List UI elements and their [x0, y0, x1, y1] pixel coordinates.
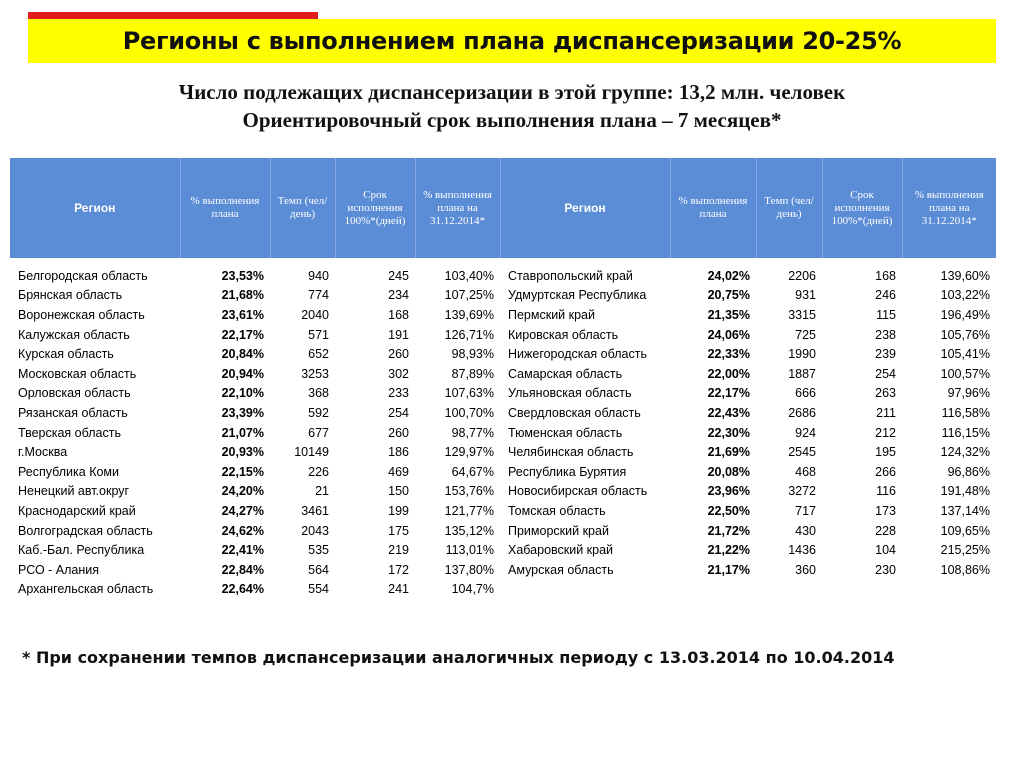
cell-region-right: Ульяновская область — [508, 386, 632, 401]
cell-region-left: г.Москва — [18, 445, 68, 460]
table-row — [10, 344, 996, 364]
cell-pct-left: 20,93% — [221, 445, 264, 460]
cell-pct-right: 22,43% — [707, 405, 750, 420]
cell-forecast-left: 137,80% — [444, 562, 494, 577]
cell-region-right: Свердловская область — [508, 405, 641, 420]
cell-forecast-left: 107,25% — [444, 288, 494, 303]
table-row — [10, 501, 996, 521]
cell-region-left: РСО - Алания — [18, 562, 100, 577]
cell-region-left: Ненецкий авт.округ — [18, 484, 130, 499]
table-row — [10, 364, 996, 384]
cell-region-right: Удмуртская Республика — [508, 288, 647, 303]
cell-region-right — [500, 580, 670, 600]
cell-term-right: 254 — [875, 366, 896, 381]
cell-pct-left: 23,61% — [221, 307, 264, 322]
cell-term-left: 260 — [388, 347, 409, 362]
cell-forecast-left: 153,76% — [444, 484, 494, 499]
table-row — [10, 384, 996, 404]
cell-tempo-left: 652 — [308, 347, 329, 362]
cell-pct-right — [670, 580, 756, 600]
cell-forecast-right: 105,76% — [940, 327, 990, 342]
header-tempo-left: Темп (чел/день) — [270, 158, 335, 258]
cell-region-left: Республика Коми — [18, 464, 120, 479]
table-row — [10, 560, 996, 580]
cell-pct-right: 20,75% — [707, 288, 750, 303]
cell-forecast-right: 116,58% — [941, 405, 990, 420]
table-row — [10, 580, 996, 600]
cell-tempo-left: 368 — [308, 386, 329, 401]
cell-region-right: Кировская область — [508, 327, 619, 342]
cell-region-left: Архангельская область — [18, 582, 154, 597]
cell-region-right: Самарская область — [508, 366, 623, 381]
cell-region-left: Краснодарский край — [18, 503, 136, 518]
cell-term-right: 168 — [875, 268, 896, 283]
cell-term-left: 241 — [388, 582, 409, 597]
cell-region-left: Калужская область — [18, 327, 130, 342]
cell-tempo-left: 3461 — [301, 503, 329, 518]
cell-forecast-right: 108,86% — [940, 562, 990, 577]
cell-tempo-right: 924 — [795, 425, 816, 440]
header-pct-left: % выполнения плана — [180, 158, 270, 258]
table-row — [10, 482, 996, 502]
cell-term-left: 302 — [388, 366, 409, 381]
cell-pct-right: 21,35% — [707, 307, 750, 322]
cell-tempo-right: 2206 — [788, 268, 816, 283]
cell-region-left: Белгородская область — [18, 268, 148, 283]
cell-forecast-right: 215,25% — [940, 543, 990, 558]
cell-region-right: Ставропольский край — [508, 268, 633, 283]
title-banner — [28, 19, 996, 63]
cell-pct-right: 22,30% — [707, 425, 750, 440]
cell-forecast-left: 126,71% — [444, 327, 494, 342]
cell-tempo-left: 226 — [308, 464, 329, 479]
cell-tempo-left: 774 — [308, 288, 329, 303]
cell-term-right: 195 — [875, 445, 896, 460]
cell-pct-right: 21,72% — [707, 523, 750, 538]
cell-pct-right: 23,96% — [707, 484, 750, 499]
cell-pct-left: 23,53% — [221, 268, 264, 283]
cell-pct-right: 24,02% — [707, 268, 750, 283]
cell-tempo-right: 666 — [795, 386, 816, 401]
header-term-right: Срок исполнения 100%*(дней) — [822, 158, 902, 258]
cell-pct-left: 24,27% — [221, 503, 264, 518]
cell-forecast-left: 139,69% — [444, 307, 494, 322]
cell-tempo-right: 2686 — [788, 405, 816, 420]
regions-table — [10, 266, 996, 599]
cell-tempo-left: 571 — [308, 327, 329, 342]
cell-term-right: 212 — [875, 425, 896, 440]
cell-forecast-left: 129,97% — [444, 445, 494, 460]
cell-tempo-right: 1990 — [788, 347, 816, 362]
cell-region-right: Приморский край — [508, 523, 609, 538]
cell-tempo-left: 2043 — [301, 523, 329, 538]
cell-region-right: Республика Бурятия — [508, 464, 627, 479]
cell-tempo-right: 360 — [795, 562, 816, 577]
cell-region-left: Курская область — [18, 347, 114, 362]
table-row — [10, 442, 996, 462]
cell-pct-right: 24,06% — [707, 327, 750, 342]
cell-tempo-right: 3315 — [788, 307, 816, 322]
cell-term-right: 173 — [875, 503, 896, 518]
table-row — [10, 266, 996, 286]
cell-term-left: 245 — [388, 268, 409, 283]
cell-region-right: Тюменская область — [508, 425, 623, 440]
subtitle-term: Ориентировочный срок выполнения плана – 7 месяцев* — [242, 108, 782, 132]
cell-tempo-left: 592 — [308, 405, 329, 420]
cell-forecast-left: 121,77% — [444, 503, 494, 518]
header-term-left: Срок исполнения 100%*(дней) — [335, 158, 415, 258]
cell-region-left: Брянская область — [18, 288, 123, 303]
cell-forecast-left: 87,89% — [451, 366, 494, 381]
cell-term-left: 168 — [388, 307, 409, 322]
cell-region-left: Волгоградская область — [18, 523, 153, 538]
cell-pct-right: 21,17% — [707, 562, 750, 577]
table-header — [10, 158, 996, 258]
cell-term-left: 186 — [388, 445, 409, 460]
cell-forecast-right: 97,96% — [947, 386, 990, 401]
cell-tempo-right: 931 — [795, 288, 816, 303]
cell-tempo-left: 554 — [308, 582, 329, 597]
cell-pct-right: 21,69% — [707, 445, 750, 460]
accent-bar — [28, 12, 318, 19]
table-row — [10, 462, 996, 482]
cell-term-left: 175 — [388, 523, 409, 538]
cell-pct-right: 20,08% — [707, 464, 750, 479]
cell-term-right: 115 — [876, 307, 896, 322]
cell-tempo-right: 1887 — [788, 366, 816, 381]
header-tempo-right: Темп (чел/день) — [756, 158, 822, 258]
cell-term-right: 266 — [875, 464, 896, 479]
cell-forecast-right: 137,14% — [940, 503, 990, 518]
cell-region-right: Амурская область — [508, 562, 614, 577]
cell-term-left: 254 — [388, 405, 409, 420]
cell-forecast-right: 103,22% — [940, 288, 990, 303]
cell-region-right: Нижегородская область — [508, 347, 647, 362]
cell-region-right: Хабаровский край — [508, 543, 614, 558]
cell-term-left: 191 — [388, 327, 409, 342]
subtitle-population: Число подлежащих диспансеризации в этой группе: 13,2 млн. человек — [178, 80, 846, 104]
cell-region-left: Каб.-Бал. Республика — [18, 543, 145, 558]
cell-forecast-right: 109,65% — [940, 523, 990, 538]
cell-forecast-left: 107,63% — [444, 386, 494, 401]
table-row — [10, 540, 996, 560]
table-row — [10, 403, 996, 423]
table-row — [10, 521, 996, 541]
cell-pct-left: 20,84% — [221, 347, 264, 362]
header-region-right: Регион — [500, 158, 670, 258]
cell-region-left: Тверская область — [18, 425, 121, 440]
cell-region-right: Пермский край — [508, 307, 595, 322]
cell-tempo-left: 677 — [308, 425, 329, 440]
cell-term-right — [822, 580, 902, 600]
cell-forecast-left: 135,12% — [444, 523, 494, 538]
cell-term-left: 260 — [388, 425, 409, 440]
cell-term-right: 116 — [876, 484, 896, 499]
cell-term-left: 199 — [388, 503, 409, 518]
cell-tempo-left: 2040 — [301, 307, 329, 322]
cell-forecast-left: 98,93% — [451, 347, 494, 362]
cell-forecast-right: 100,57% — [940, 366, 990, 381]
table-row — [10, 325, 996, 345]
cell-tempo-right: 1436 — [788, 543, 816, 558]
cell-forecast-right: 105,41% — [940, 347, 990, 362]
cell-tempo-left: 940 — [308, 268, 329, 283]
cell-term-right: 239 — [875, 347, 896, 362]
cell-forecast-left: 98,77% — [451, 425, 494, 440]
cell-forecast-left: 100,70% — [444, 405, 494, 420]
cell-term-right: 211 — [876, 405, 896, 420]
cell-tempo-right: 430 — [795, 523, 816, 538]
header-region-left: Регион — [74, 200, 116, 215]
cell-region-left: Рязанская область — [18, 405, 128, 420]
cell-term-left: 233 — [388, 386, 409, 401]
cell-forecast-left: 104,7% — [451, 582, 494, 597]
cell-pct-left: 20,94% — [221, 366, 264, 381]
cell-tempo-right: 717 — [795, 503, 816, 518]
cell-forecast-right — [902, 580, 996, 600]
header-forecast-left: % выполнения плана на 31.12.2014* — [415, 158, 500, 258]
table-row — [10, 305, 996, 325]
cell-term-right: 238 — [875, 327, 896, 342]
cell-pct-left: 22,17% — [221, 327, 264, 342]
cell-region-right: Новосибирская область — [508, 484, 648, 499]
cell-pct-left: 22,84% — [221, 562, 264, 577]
cell-tempo-left: 21 — [315, 484, 329, 499]
table-row — [10, 423, 996, 443]
cell-forecast-right: 191,48% — [940, 484, 990, 499]
cell-pct-left: 21,68% — [221, 288, 264, 303]
cell-tempo-left: 3253 — [301, 366, 329, 381]
cell-pct-left: 22,10% — [221, 386, 264, 401]
cell-term-right: 228 — [875, 523, 896, 538]
cell-term-right: 246 — [875, 288, 896, 303]
cell-pct-left: 22,64% — [221, 582, 264, 597]
cell-term-right: 230 — [875, 562, 896, 577]
header-pct-right: % выполнения плана — [670, 158, 756, 258]
cell-tempo-right: 2545 — [788, 445, 816, 460]
cell-forecast-left: 103,40% — [444, 268, 494, 283]
cell-forecast-right: 124,32% — [940, 445, 990, 460]
cell-forecast-right: 196,49% — [940, 307, 990, 322]
cell-tempo-right: 468 — [795, 464, 816, 479]
cell-region-right: Челябинская область — [508, 445, 634, 460]
table-row — [10, 286, 996, 306]
cell-pct-right: 21,22% — [707, 543, 750, 558]
cell-region-left: Московская область — [18, 366, 137, 381]
cell-pct-right: 22,33% — [707, 347, 750, 362]
cell-term-left: 219 — [388, 543, 409, 558]
cell-term-left: 469 — [388, 464, 409, 479]
cell-pct-right: 22,50% — [707, 503, 750, 518]
cell-pct-left: 22,41% — [221, 543, 264, 558]
cell-term-right: 263 — [875, 386, 896, 401]
cell-tempo-left: 10149 — [294, 445, 329, 460]
cell-tempo-left: 564 — [308, 562, 329, 577]
page-title: Регионы с выполнением плана диспансеризации 20-25% — [122, 27, 902, 55]
cell-region-left: Орловская область — [18, 386, 131, 401]
cell-forecast-right: 96,86% — [947, 464, 990, 479]
cell-pct-left: 21,07% — [221, 425, 264, 440]
cell-tempo-right — [756, 580, 822, 600]
cell-region-left: Воронежская область — [18, 307, 145, 322]
cell-pct-left: 22,15% — [221, 464, 264, 479]
header-forecast-right: % выполнения плана на 31.12.2014* — [902, 158, 996, 258]
cell-pct-left: 23,39% — [221, 405, 264, 420]
cell-forecast-left: 64,67% — [451, 464, 494, 479]
footnote: * При сохранении темпов диспансеризации аналогичных периоду с 13.03.2014 по 10.04.2014 — [22, 648, 895, 667]
cell-tempo-right: 725 — [795, 327, 816, 342]
cell-forecast-right: 116,15% — [941, 425, 990, 440]
cell-pct-right: 22,00% — [707, 366, 750, 381]
cell-region-right: Томская область — [508, 503, 606, 518]
cell-term-right: 104 — [875, 543, 896, 558]
cell-pct-left: 24,62% — [221, 523, 264, 538]
cell-term-left: 172 — [388, 562, 409, 577]
cell-term-left: 234 — [388, 288, 409, 303]
cell-term-left: 150 — [388, 484, 409, 499]
cell-pct-right: 22,17% — [707, 386, 750, 401]
cell-tempo-right: 3272 — [788, 484, 816, 499]
cell-forecast-left: 113,01% — [445, 543, 494, 558]
cell-pct-left: 24,20% — [221, 484, 264, 499]
cell-tempo-left: 535 — [308, 543, 329, 558]
cell-forecast-right: 139,60% — [940, 268, 990, 283]
